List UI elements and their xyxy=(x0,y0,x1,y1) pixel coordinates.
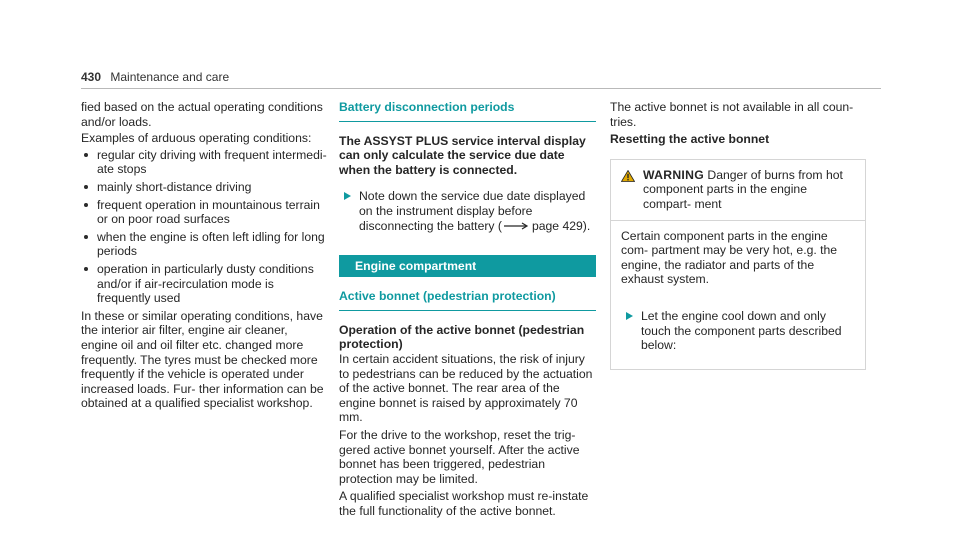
warning-label: WARNING xyxy=(643,167,705,182)
list-item: frequent operation in mountainous terrain or on poor road surfaces xyxy=(81,198,327,227)
battery-notice: The ASSYST PLUS service interval display can only calculate the service due date when the battery is connected. xyxy=(339,133,586,177)
column-left xyxy=(81,100,327,413)
warning-header xyxy=(611,160,865,220)
section-title: Maintenance and care xyxy=(110,70,230,84)
operation-paragraph-3: A qualified specialist workshop must re-instate the full functionality of the active bonnet. xyxy=(339,489,589,518)
header-divider xyxy=(81,88,881,89)
cool-down-step-text: Let the engine cool down and only touch the component parts described below: xyxy=(641,308,842,353)
list-item: regular city driving with frequent intermedi- ate stops xyxy=(81,148,327,177)
engine-compartment-band: Engine compartment xyxy=(339,255,596,277)
warning-triangle-icon xyxy=(621,170,635,182)
column-right xyxy=(610,100,866,370)
list-item: operation in particularly dusty conditions and/or if air-recirculation mode is frequently used xyxy=(81,262,327,306)
list-item: when the engine is often left idling for long periods xyxy=(81,230,327,259)
battery-step-text: Note down the service due date displayed on the instrument display before disconnecting the battery ( xyxy=(359,189,586,233)
warning-body xyxy=(611,221,865,369)
reset-heading: Resetting the active bonnet xyxy=(610,132,770,147)
active-bonnet-divider xyxy=(339,310,596,311)
operation-paragraph-2: For the drive to the workshop, reset the trig- gered active bonnet yourself. After the active bonnet has been triggered, pedestrian protection may be limited. xyxy=(339,427,580,486)
battery-divider xyxy=(339,121,596,122)
warning-body-text: Certain component parts in the engine com- partment may be very hot, e.g. the engine, the radiator and parts of the exhaust system. xyxy=(621,228,838,287)
examples-heading: Examples of arduous operating conditions: xyxy=(81,131,312,146)
page-number: 430 xyxy=(81,70,102,84)
list-item: mainly short-distance driving xyxy=(81,180,327,195)
warning-box xyxy=(610,159,866,370)
intro-text: fied based on the actual operating conditions and/or loads. xyxy=(81,100,323,129)
step-arrow-icon xyxy=(344,192,351,200)
warning-text: Danger of burns from hot component parts in the engine compart- ment xyxy=(643,167,843,211)
operation-paragraph-1: In certain accident situations, the risk of injury to pedestrians can be reduced by the actuation of the active bonnet. The rear area of the engine bonnet is raised by approximately 70 mm. xyxy=(339,351,593,425)
column-middle xyxy=(339,100,596,518)
page-reference-arrow-icon xyxy=(504,222,530,230)
battery-step xyxy=(339,189,596,233)
availability-text: The active bonnet is not available in all coun- tries. xyxy=(610,100,854,129)
page-reference-link[interactable]: page 429). xyxy=(531,218,591,233)
battery-heading: Battery disconnection periods xyxy=(339,100,515,114)
operation-heading: Operation of the active bonnet (pedestrian protection) xyxy=(339,322,585,352)
active-bonnet-heading: Active bonnet (pedestrian protection) xyxy=(339,289,556,304)
page-header xyxy=(81,70,229,84)
step-arrow-icon xyxy=(626,312,633,320)
cool-down-step xyxy=(621,309,855,353)
conditions-list xyxy=(81,148,327,306)
closing-text: In these or similar operating conditions, have the interior air filter, engine air cleaner, engine oil and oil filter etc. changed more frequently. The tyres must be checked more frequently if the vehicle is operated under increased loads. Fur- ther information can be obtained at a qualified specialist workshop. xyxy=(81,308,324,411)
